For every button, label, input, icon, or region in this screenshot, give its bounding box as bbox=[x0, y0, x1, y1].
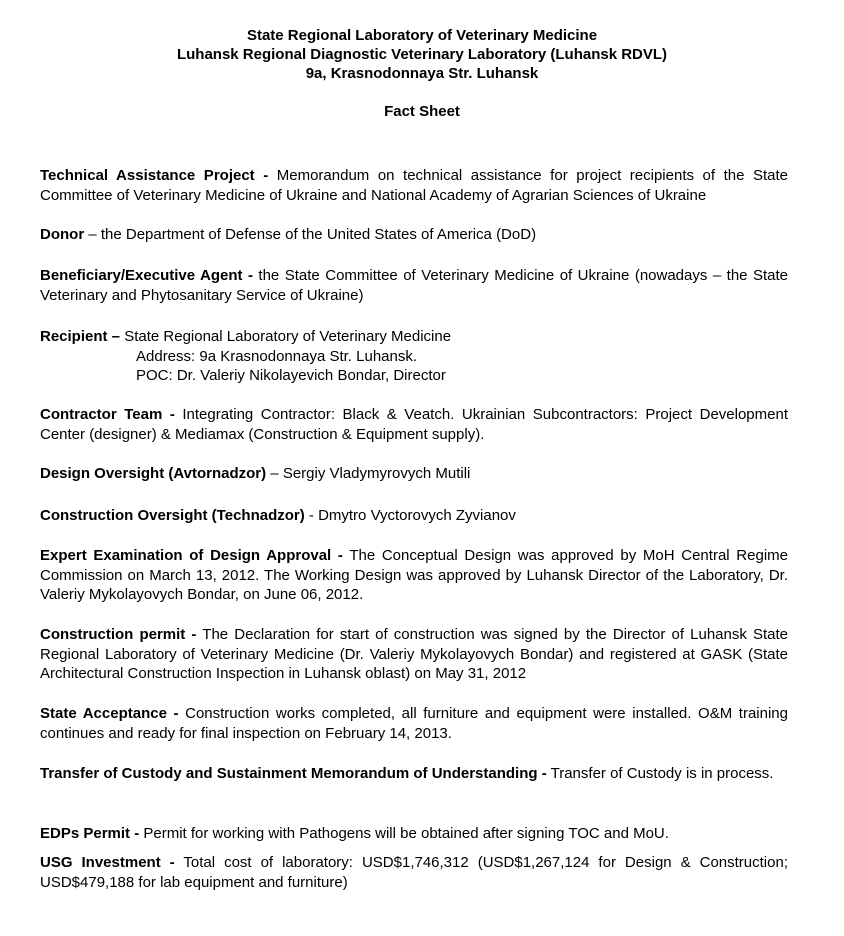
section-text: Construction works completed, all furniture and equipment were installed. O&M training continues and ready for final inspection on February 14, 2013. bbox=[40, 705, 788, 742]
section-label: State Acceptance - bbox=[40, 705, 179, 722]
section-beneficiary bbox=[40, 266, 788, 305]
recipient-address: Address: 9a Krasnodonnaya Str. Luhansk. bbox=[136, 347, 418, 365]
section-construction-oversight bbox=[40, 506, 788, 526]
section-label: Transfer of Custody and Sustainment Memorandum of Understanding - bbox=[40, 765, 547, 782]
section-label: Technical Assistance Project - bbox=[40, 167, 269, 184]
section-label: Construction Oversight (Technadzor) bbox=[40, 507, 305, 524]
section-expert-examination bbox=[40, 546, 788, 605]
section-design-oversight bbox=[40, 464, 788, 484]
document-header bbox=[0, 26, 844, 83]
header-lab-name: State Regional Laboratory of Veterinary Medicine bbox=[246, 27, 598, 44]
recipient-poc: POC: Dr. Valeriy Nikolayevich Bondar, Director bbox=[136, 367, 446, 384]
section-technical-assistance bbox=[40, 166, 788, 205]
section-transfer-custody bbox=[40, 764, 788, 784]
section-contractor-team bbox=[40, 405, 788, 444]
section-label: Recipient – bbox=[40, 328, 121, 345]
section-text: Total cost of laboratory: USD$1,746,312 (USD$1,267,124 for Design & Construction; USD$479,188 for lab equipment and furniture) bbox=[40, 854, 788, 891]
section-label: Design Oversight (Avtornadzor) bbox=[40, 465, 267, 482]
section-label: EDPs Permit - bbox=[40, 825, 140, 842]
section-text: - Dmytro Vyctorovych Zyvianov bbox=[304, 507, 516, 524]
section-label: Beneficiary/Executive Agent - bbox=[40, 267, 253, 284]
section-text: Memorandum on technical assistance for project recipients of the State Committee of Veterinary Medicine of Ukraine and National Academy of Agrarian Sciences of Ukraine bbox=[40, 167, 788, 204]
section-donor bbox=[40, 225, 788, 245]
section-edps-permit bbox=[40, 824, 788, 844]
section-text: State Regional Laboratory of Veterinary Medicine bbox=[120, 328, 452, 345]
section-text: Permit for working with Pathogens will be obtained after signing TOC and MoU. bbox=[139, 825, 669, 842]
section-text: The Declaration for start of construction was signed by the Director of Luhansk State Regional Laboratory of Veterinary Medicine (Dr. Valeriy Mykolayovych Bondar) and registered at GASK (State Architectural Construction Inspection in Luhansk oblast) on May 31, 2012 bbox=[40, 626, 788, 682]
section-text: the State Committee of Veterinary Medicine of Ukraine (nowadays – the State Veterinary and Phytosanitary Service of Ukraine) bbox=[40, 267, 788, 304]
section-label: Expert Examination of Design Approval - bbox=[40, 547, 343, 564]
page-title: Fact Sheet bbox=[384, 103, 460, 120]
section-construction-permit bbox=[40, 625, 788, 684]
section-usg-investment bbox=[40, 853, 788, 892]
section-text: Transfer of Custody is in process. bbox=[546, 765, 774, 782]
section-label: USG Investment - bbox=[40, 854, 175, 871]
section-label: Construction permit - bbox=[40, 626, 197, 643]
section-text: – Sergiy Vladymyrovych Mutili bbox=[266, 465, 471, 482]
header-address: 9a, Krasnodonnaya Str. Luhansk bbox=[305, 65, 539, 82]
section-text: – the Department of Defense of the United States of America (DoD) bbox=[84, 226, 537, 243]
section-text: Integrating Contractor: Black & Veatch. Ukrainian Subcontractors: Project Development Center (designer) & Mediamax (Construction & Equipment supply). bbox=[40, 406, 788, 443]
section-text: The Conceptual Design was approved by MoH Central Regime Commission on March 13, 2012. The Working Design was approved by Luhansk Director of the Laboratory, Dr. Valeriy Mykolayovych Bondar, on June 06, 2012. bbox=[40, 547, 788, 603]
section-recipient bbox=[40, 327, 788, 386]
header-lab-subtitle: Luhansk Regional Diagnostic Veterinary Laboratory (Luhansk RDVL) bbox=[176, 46, 668, 63]
section-label: Donor bbox=[40, 226, 85, 243]
section-label: Contractor Team - bbox=[40, 406, 175, 423]
section-state-acceptance bbox=[40, 704, 788, 743]
